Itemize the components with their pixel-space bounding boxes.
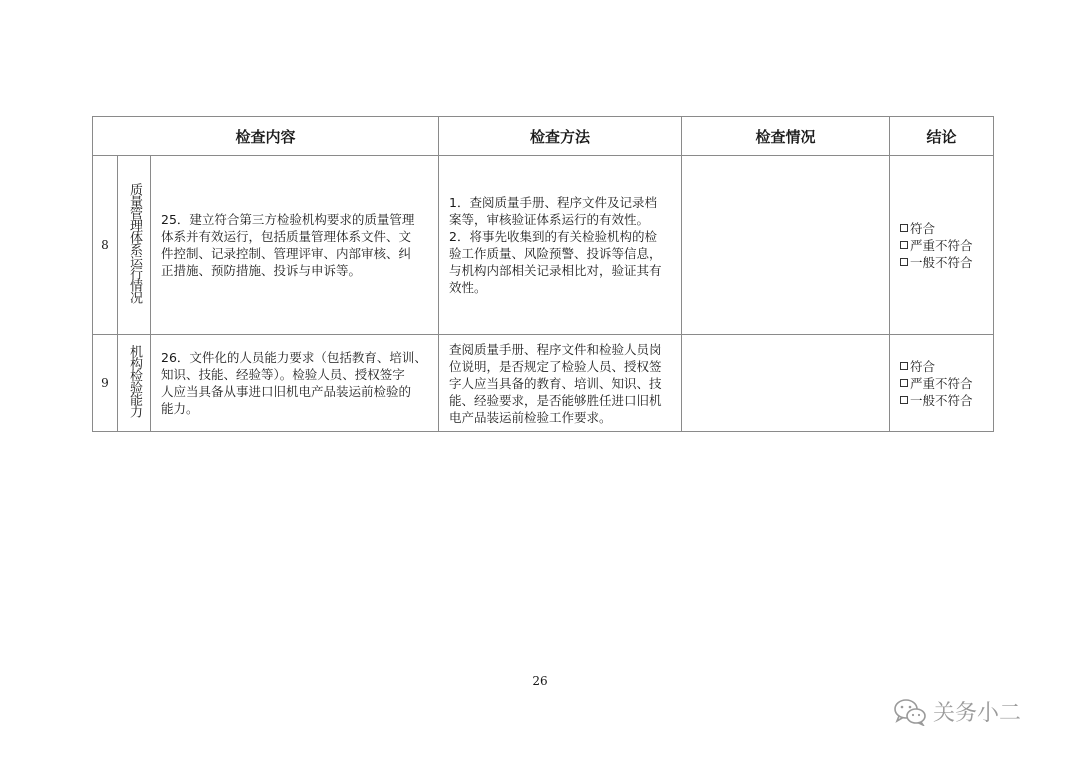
row-number: 8 — [93, 156, 118, 335]
result-option-general-nonconform[interactable] — [900, 392, 993, 409]
option-label: 严重不符合 — [910, 237, 973, 253]
category-label: 机构检验能力 — [127, 345, 142, 417]
header-content: 检查内容 — [93, 117, 439, 156]
content-line: 知识、技能、经验等）。检验人员、授权签字 — [161, 367, 405, 382]
result-option-serious-nonconform[interactable] — [900, 237, 993, 254]
content-line: 能力。 — [161, 401, 199, 416]
table-row — [93, 156, 994, 335]
result-option-conform[interactable] — [900, 220, 993, 237]
content-line: 正措施、预防措施、投诉与申诉等。 — [161, 263, 362, 278]
watermark-text: 关务小二 — [933, 701, 1022, 726]
content-line: 体系并有效运行，包括质量管理体系文件、文 — [161, 229, 412, 244]
result-option-conform[interactable] — [900, 358, 993, 375]
option-label: 一般不符合 — [910, 254, 973, 270]
situation-cell — [682, 335, 890, 432]
method-line: 与机构内部相关记录相比对，验证其有 — [449, 263, 662, 278]
method-line: 字人应当具备的教育、培训、知识、技 — [449, 375, 662, 391]
method-line: 电产品装运前检验工作要求。 — [449, 409, 612, 425]
wechat-icon — [893, 698, 927, 726]
method-line: 2．将事先收集到的有关检验机构的检 — [449, 229, 657, 244]
content-line: 26．文件化的人员能力要求（包括教育、培训、 — [161, 350, 427, 365]
checkbox-icon — [900, 396, 908, 404]
category-label: 质量管理体系运行情况 — [127, 183, 142, 303]
content-line: 件控制、记录控制、管理评审、内部审核、纠 — [161, 246, 412, 261]
header-result: 结论 — [890, 117, 994, 156]
method-cell — [439, 335, 682, 432]
table-header-row — [93, 117, 994, 156]
result-cell — [890, 156, 994, 335]
content-cell — [151, 156, 439, 335]
checkbox-icon — [900, 241, 908, 249]
header-situation: 检查情况 — [682, 117, 890, 156]
method-line: 验工作质量、风险预警、投诉等信息， — [449, 246, 662, 261]
row-category — [118, 156, 151, 335]
row-category — [118, 335, 151, 432]
method-line: 1．查阅质量手册、程序文件及记录档 — [449, 195, 657, 210]
table-row — [93, 335, 994, 432]
result-cell — [890, 335, 994, 432]
content-line: 25．建立符合第三方检验机构要求的质量管理 — [161, 212, 415, 227]
page-number: 26 — [532, 674, 548, 688]
inspection-table — [92, 116, 994, 432]
result-option-serious-nonconform[interactable] — [900, 375, 993, 392]
situation-cell — [682, 156, 890, 335]
checkbox-icon — [900, 379, 908, 387]
content-cell — [151, 335, 439, 432]
checkbox-icon — [900, 224, 908, 232]
method-line: 查阅质量手册、程序文件和检验人员岗 — [449, 341, 662, 357]
checkbox-icon — [900, 362, 908, 370]
header-method: 检查方法 — [439, 117, 682, 156]
method-line: 位说明，是否规定了检验人员、授权签 — [449, 358, 662, 374]
method-line: 能、经验要求，是否能够胜任进口旧机 — [449, 392, 662, 408]
option-label: 严重不符合 — [910, 375, 973, 391]
method-cell — [439, 156, 682, 335]
option-label: 一般不符合 — [910, 392, 973, 408]
row-number: 9 — [93, 335, 118, 432]
method-line: 效性。 — [449, 280, 487, 295]
option-label: 符合 — [910, 220, 936, 236]
result-option-general-nonconform[interactable] — [900, 254, 993, 271]
option-label: 符合 — [910, 358, 936, 374]
method-line: 案等，审核验证体系运行的有效性。 — [449, 212, 650, 227]
checkbox-icon — [900, 258, 908, 266]
content-line: 人应当具备从事进口旧机电产品装运前检验的 — [161, 384, 412, 399]
watermark — [893, 696, 1021, 727]
